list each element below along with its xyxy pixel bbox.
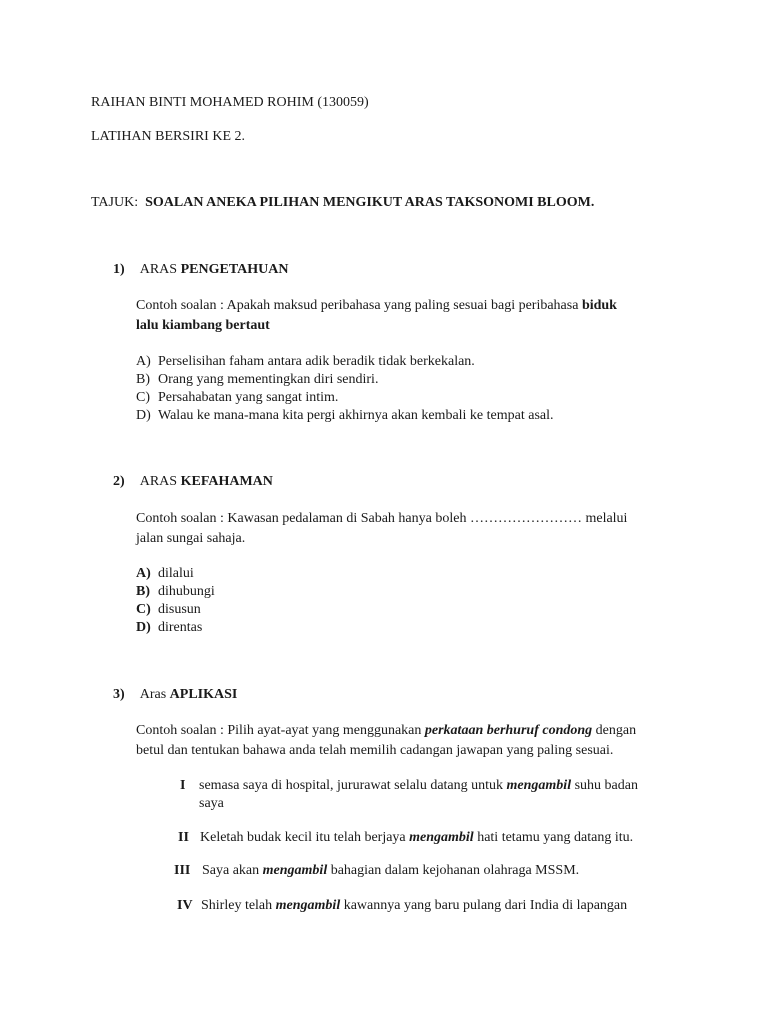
- section-3-heading: [113, 686, 237, 704]
- topic-label: TAJUK:: [91, 195, 139, 210]
- section-2-question-line-2: jalan sungai sahaja.: [136, 531, 246, 546]
- section-1-question-line-2: lalu kiambang bertaut: [136, 318, 270, 333]
- section-1-question-line-1: [136, 297, 617, 315]
- section-2-number: 2): [113, 474, 125, 489]
- section-2-option-d: [136, 619, 202, 637]
- item-keyword: mengambil: [262, 863, 328, 878]
- item-keyword: mengambil: [275, 898, 341, 913]
- option-text: dilalui: [158, 566, 194, 581]
- section-1-question-text: Contoh soalan : Apakah maksud peribahasa yang paling sesuai bagi peribahasa: [136, 298, 582, 313]
- option-text: Walau ke mana-mana kita pergi akhirnya akan kembali ke tempat asal.: [158, 408, 554, 423]
- option-text: direntas: [158, 620, 203, 635]
- roman-numeral: I: [180, 778, 186, 793]
- option-text: dihubungi: [158, 584, 215, 599]
- section-3-prefix: Aras: [139, 687, 170, 702]
- item-text-before: Keletah budak kecil itu telah berjaya: [200, 830, 410, 845]
- section-1-number: 1): [113, 262, 125, 277]
- section-2-level: KEFAHAMAN: [180, 474, 273, 489]
- option-text: disusun: [158, 602, 201, 617]
- option-letter: D): [136, 620, 151, 635]
- student-name: RAIHAN BINTI MOHAMED ROHIM (130059): [91, 95, 369, 110]
- roman-numeral: IV: [177, 898, 193, 913]
- option-letter: A): [136, 354, 151, 369]
- section-1-question-bold-1: biduk: [581, 298, 617, 313]
- option-letter: C): [136, 390, 150, 405]
- item-text-after: kawannya yang baru pulang dari India di lapangan: [340, 898, 628, 913]
- section-2-question-line-1: Contoh soalan : Kawasan pedalaman di Sabah hanya boleh …………………… melalui: [136, 511, 628, 526]
- section-3-number: 3): [113, 687, 125, 702]
- section-3-question-line-2: betul dan tentukan bahawa anda telah memilih cadangan jawapan yang paling sesuai.: [136, 743, 614, 758]
- item-text-before: Saya akan: [202, 863, 263, 878]
- section-3-question-emphasis: perkataan berhuruf condong: [424, 723, 593, 738]
- section-1-prefix: ARAS: [139, 262, 181, 277]
- section-3-item-i-continuation: saya: [199, 796, 224, 811]
- item-text-before: Shirley telah: [201, 898, 276, 913]
- topic-title: SOALAN ANEKA PILIHAN MENGIKUT ARAS TAKSONOMI BLOOM.: [145, 195, 595, 210]
- option-letter: B): [136, 584, 150, 599]
- item-text-after: bahagian dalam kejohanan olahraga MSSM.: [327, 863, 580, 878]
- section-2-option-a: [136, 565, 194, 583]
- section-3-item-iii: [174, 862, 579, 880]
- item-text-after: suhu badan: [571, 778, 638, 793]
- section-3-question-line-1: [136, 722, 636, 740]
- roman-numeral: III: [174, 863, 191, 878]
- section-1-option-b: [136, 371, 378, 389]
- item-keyword: mengambil: [409, 830, 474, 845]
- item-text-before: semasa saya di hospital, jururawat selalu datang untuk: [199, 778, 507, 793]
- section-1-heading: [113, 261, 288, 279]
- item-keyword: mengambil: [506, 778, 572, 793]
- option-letter: B): [136, 372, 150, 387]
- section-2-option-b: [136, 583, 215, 601]
- section-1-level: PENGETAHUAN: [180, 262, 289, 277]
- topic-line: [91, 194, 594, 212]
- section-2-prefix: ARAS: [139, 474, 181, 489]
- section-3-question-suffix: dengan: [592, 723, 637, 738]
- option-text: Perselisihan faham antara adik beradik tidak berkekalan.: [158, 354, 475, 369]
- option-letter: A): [136, 566, 151, 581]
- item-text-after: hati tetamu yang datang itu.: [473, 830, 634, 845]
- section-3-item-iv: [177, 897, 627, 915]
- section-1-option-d: [136, 407, 554, 425]
- section-2-heading: [113, 473, 273, 491]
- option-text: Orang yang mementingkan diri sendiri.: [158, 372, 379, 387]
- section-3-level: APLIKASI: [169, 687, 238, 702]
- section-1-option-c: [136, 389, 338, 407]
- option-text: Persahabatan yang sangat intim.: [158, 390, 339, 405]
- exercise-title: LATIHAN BERSIRI KE 2.: [91, 129, 245, 144]
- option-letter: C): [136, 602, 151, 617]
- section-1-option-a: [136, 353, 475, 371]
- option-letter: D): [136, 408, 151, 423]
- section-3-item-ii: [178, 829, 633, 847]
- section-3-item-i: [180, 777, 638, 795]
- section-3-question-text: Contoh soalan : Pilih ayat-ayat yang menggunakan: [136, 723, 425, 738]
- section-2-option-c: [136, 601, 201, 619]
- roman-numeral: II: [178, 830, 189, 845]
